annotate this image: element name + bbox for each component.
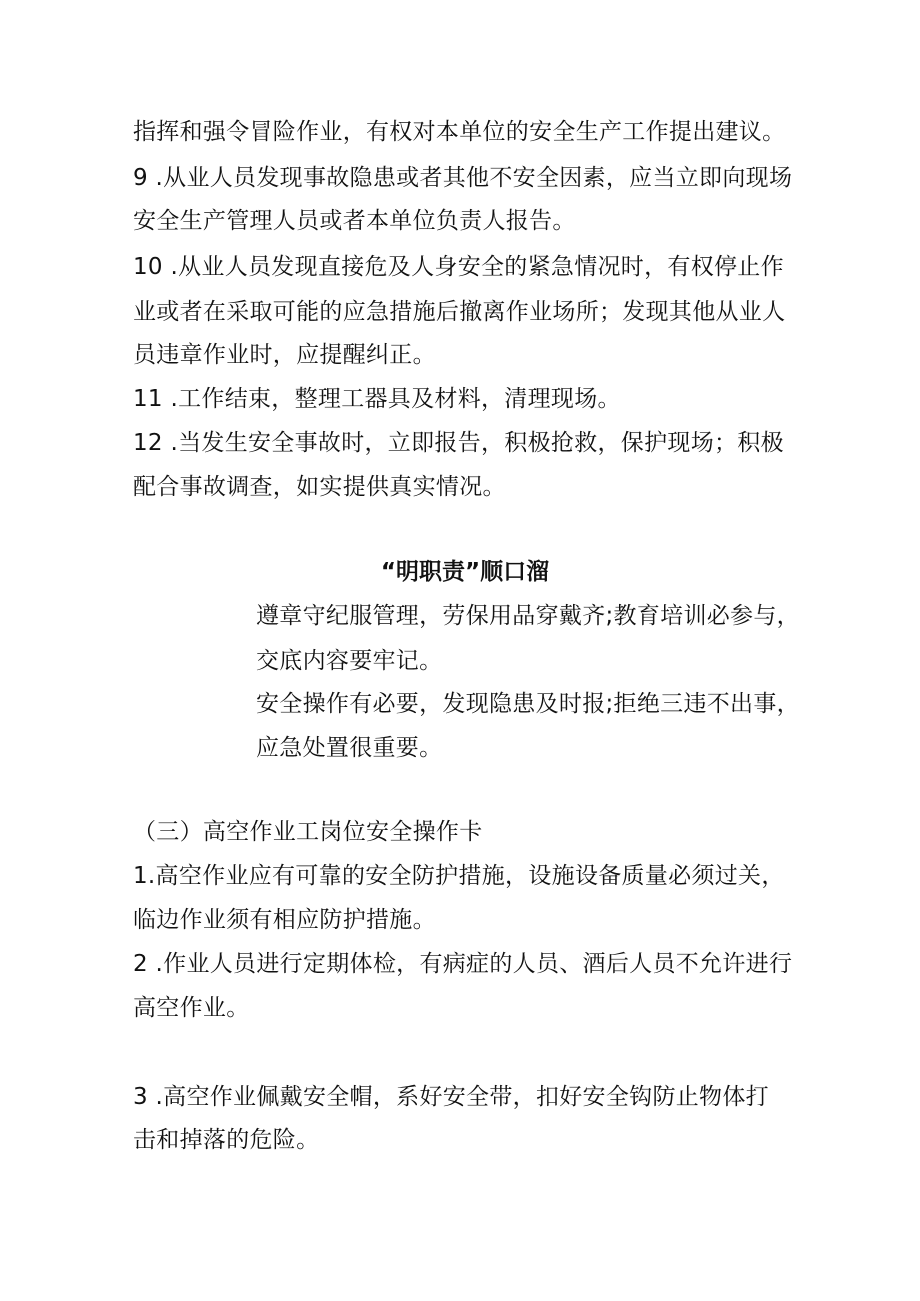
item-12-line-2: 配合事故调查，如实提供真实情况。 <box>133 474 506 500</box>
section-3-heading: （三）高空作业工岗位安全操作卡 <box>133 819 483 845</box>
item-10-line-3: 员违章作业时，应提醒纠正。 <box>133 342 436 368</box>
rhyme-line-4: 应急处置很重要。 <box>256 735 443 761</box>
item-9-line-2: 安全生产管理人员或者本单位负责人报告。 <box>133 208 576 234</box>
item-12-line-1: 12 .当发生安全事故时，立即报告，积极抢救，保护现场；积极 <box>133 430 784 456</box>
item-10-line-2: 业或者在采取可能的应急措施后撤离作业场所；发现其他从业人 <box>133 299 786 325</box>
item-8-continuation: 指挥和强令冒险作业，有权对本单位的安全生产工作提出建议。 <box>133 119 786 145</box>
section-3-item-1-line-1: 1.高空作业应有可靠的安全防护措施，设施设备质量必须过关， <box>133 863 785 889</box>
rhyme-line-2: 交底内容要牢记。 <box>256 648 443 674</box>
section-3-item-2-line-2: 高空作业。 <box>133 995 250 1021</box>
section-3-item-3-line-1: 3 .高空作业佩戴安全帽，系好安全带，扣好安全钩防止物体打 <box>133 1084 769 1110</box>
rhyme-title: “明职责”顺口溜 <box>380 559 550 585</box>
item-11-line-1: 11 .工作结束，整理工器具及材料，清理现场。 <box>133 386 621 412</box>
rhyme-line-3: 安全操作有必要，发现隐患及时报;拒绝三违不出事， <box>256 691 800 717</box>
item-9-line-1: 9 .从业人员发现事故隐患或者其他不安全因素，应当立即向现场 <box>133 165 793 191</box>
section-3-item-2-line-1: 2 .作业人员进行定期体检，有病症的人员、酒后人员不允许进行 <box>133 951 793 977</box>
section-3-item-3-line-2: 击和掉落的危险。 <box>133 1127 320 1153</box>
section-3-item-1-line-2: 临边作业须有相应防护措施。 <box>133 907 436 933</box>
item-10-line-1: 10 .从业人员发现直接危及人身安全的紧急情况时，有权停止作 <box>133 254 784 280</box>
rhyme-line-1: 遵章守纪服管理，劳保用品穿戴齐;教育培训必参与， <box>256 603 800 629</box>
